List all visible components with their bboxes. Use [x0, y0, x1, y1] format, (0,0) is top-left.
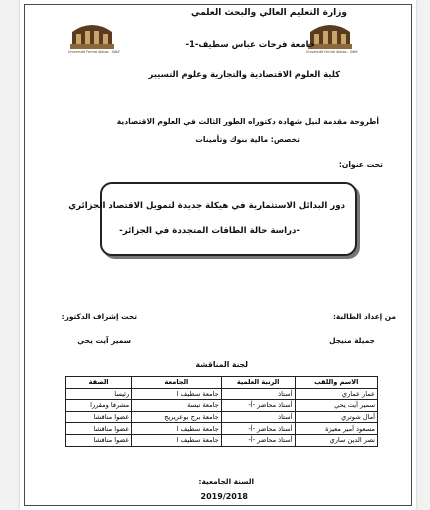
- member-name: سمير آيت يحي: [295, 400, 378, 412]
- table-row: [66, 423, 378, 435]
- thesis-specialty: تخصص: مالية بنوك وتأمينات: [195, 135, 300, 144]
- table-row: [66, 400, 378, 412]
- academic-year-value: 2019/2018: [200, 492, 248, 501]
- member-rank: أستاذ: [221, 388, 295, 400]
- member-role: عضوا مناقشا: [66, 434, 132, 446]
- logo-caption-right: Université Ferhat Abbas - Sétif: [306, 50, 358, 54]
- university-logo-left-icon: [66, 14, 118, 64]
- university-name: جامعة فرحات عباس سطيف-1-: [185, 40, 315, 50]
- member-rank: أستاذ محاضر -أ-: [221, 434, 295, 446]
- header-university: الجامعة: [132, 377, 222, 389]
- table-row: [66, 411, 378, 423]
- academic-year-label: السنة الجامعية:: [198, 477, 254, 486]
- member-rank: أستاذ محاضر -أ-: [221, 400, 295, 412]
- prepared-by-label: من إعداد الطالبة:: [332, 312, 396, 321]
- committee-header-row: [66, 377, 378, 389]
- title-box: [100, 182, 357, 256]
- member-role: رئيسا: [66, 388, 132, 400]
- supervisor-label: تحت إشراف الدكتور:: [61, 312, 137, 321]
- member-rank: أستاذ محاضر -أ-: [221, 423, 295, 435]
- university-logo-right: [304, 14, 356, 64]
- logo-caption-left: Université Ferhat Abbas - Sétif: [68, 50, 120, 54]
- header-role: الصفة: [66, 377, 132, 389]
- document-page: [20, 0, 416, 510]
- member-name: عمار عماري: [295, 388, 378, 400]
- faculty-name: كلية العلوم الاقتصادية والتجارية وعلوم التسيير: [148, 69, 340, 79]
- thesis-title: دور البدائل الاستثمارية في هيكلة جديدة لتمويل الاقتصاد الجزائري: [68, 201, 345, 211]
- supervisor-name: سمير آيت يحي: [77, 336, 131, 345]
- university-logo-left: [66, 14, 118, 64]
- member-university: جامعة سطيف ا: [132, 388, 222, 400]
- ministry-name: وزارة التعليم العالي والبحث العلمي: [190, 8, 347, 18]
- student-name: جميلة منيجل: [329, 336, 375, 345]
- header-name: الاسم واللقب: [295, 377, 378, 389]
- header-rank: الرتبة العلمية: [221, 377, 295, 389]
- member-university: جامعة سطيف ا: [132, 434, 222, 446]
- member-rank: أستاذ: [221, 411, 295, 423]
- member-university: جامعة برج بوعريريج: [132, 411, 222, 423]
- member-role: عضوا مناقشا: [66, 411, 132, 423]
- table-row: [66, 388, 378, 400]
- member-university: جامعة تبسة: [132, 400, 222, 412]
- member-name: نصر الدين ساري: [295, 434, 378, 446]
- committee-title: لجنة المناقشة: [195, 360, 248, 369]
- thesis-degree: أطروحة مقدمة لنيل شهادة دكتوراه الطور الثالث في العلوم الاقتصادية: [116, 117, 379, 126]
- thesis-subtitle: -دراسة حالة الطاقات المتجددة في الجزائر-: [119, 226, 300, 236]
- member-university: جامعة سطيف ا: [132, 423, 222, 435]
- member-name: مسعود آمير معيزة: [295, 423, 378, 435]
- title-label: تحت عنوان:: [338, 160, 383, 169]
- member-role: مشرفا ومقررا: [66, 400, 132, 412]
- committee-table: [65, 376, 378, 447]
- university-logo-right-icon: [304, 14, 356, 64]
- member-role: عضوا مناقشا: [66, 423, 132, 435]
- member-name: آمال شوتري: [295, 411, 378, 423]
- table-row: [66, 434, 378, 446]
